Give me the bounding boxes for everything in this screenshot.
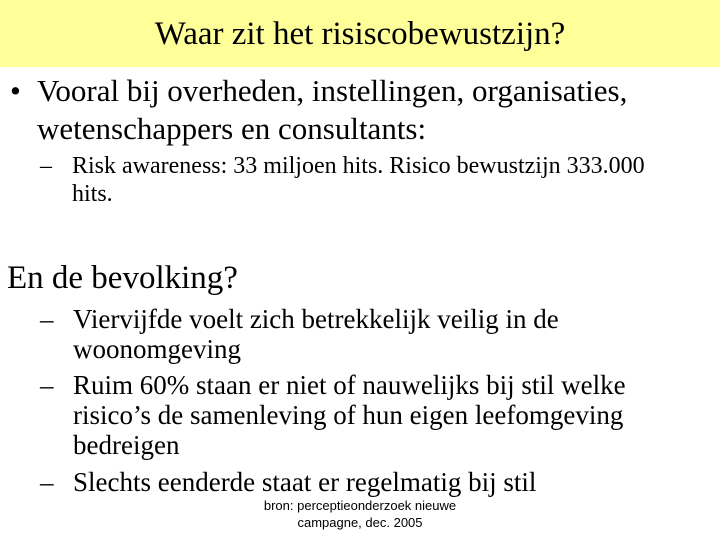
section-heading-population: En de bevolking?: [7, 260, 238, 296]
title-bar: [0, 0, 720, 67]
bullet-text: [37, 72, 707, 148]
bullet-line-2: wetenschappers en consultants:: [37, 111, 427, 146]
source-line-2: campagne, dec. 2005: [297, 515, 423, 530]
sub-line-1: Slechts eenderde staat er regelmatig bij stil: [73, 467, 537, 497]
dash-mark: –: [40, 467, 54, 497]
slide-title: Waar zit het risiscobewustzijn?: [154, 16, 566, 52]
dash-mark: –: [40, 370, 54, 400]
sub-line-1: Ruim 60% staan er niet of nauwelijks bij stil welke: [73, 370, 626, 400]
source-note: [200, 497, 520, 531]
sub-line-1: Risk awareness: 33 miljoen hits. Risico bewustzijn 333.000: [72, 153, 645, 179]
sub-line-2: risico’s de samenleving of hun eigen leefomgeving: [73, 400, 624, 430]
sub-line-2: hits.: [72, 181, 113, 207]
sub-line-1: Viervijfde voelt zich betrekkelijk veilig in de: [73, 304, 559, 334]
bullet-mark: •: [10, 73, 21, 108]
dash-mark: –: [40, 304, 54, 334]
bullet-line-1: Vooral bij overheden, instellingen, organisaties,: [37, 73, 628, 108]
sub-line-3: bedreigen: [73, 430, 180, 460]
source-line-1: bron: perceptieonderzoek nieuwe: [263, 498, 457, 513]
sub-bullet-text: [73, 467, 710, 497]
sub-bullet-text: [73, 304, 710, 364]
sub-bullet-text: [72, 152, 712, 208]
sub-line-2: woonomgeving: [73, 334, 241, 364]
dash-mark: –: [40, 153, 52, 179]
sub-bullet-text: [73, 370, 710, 460]
